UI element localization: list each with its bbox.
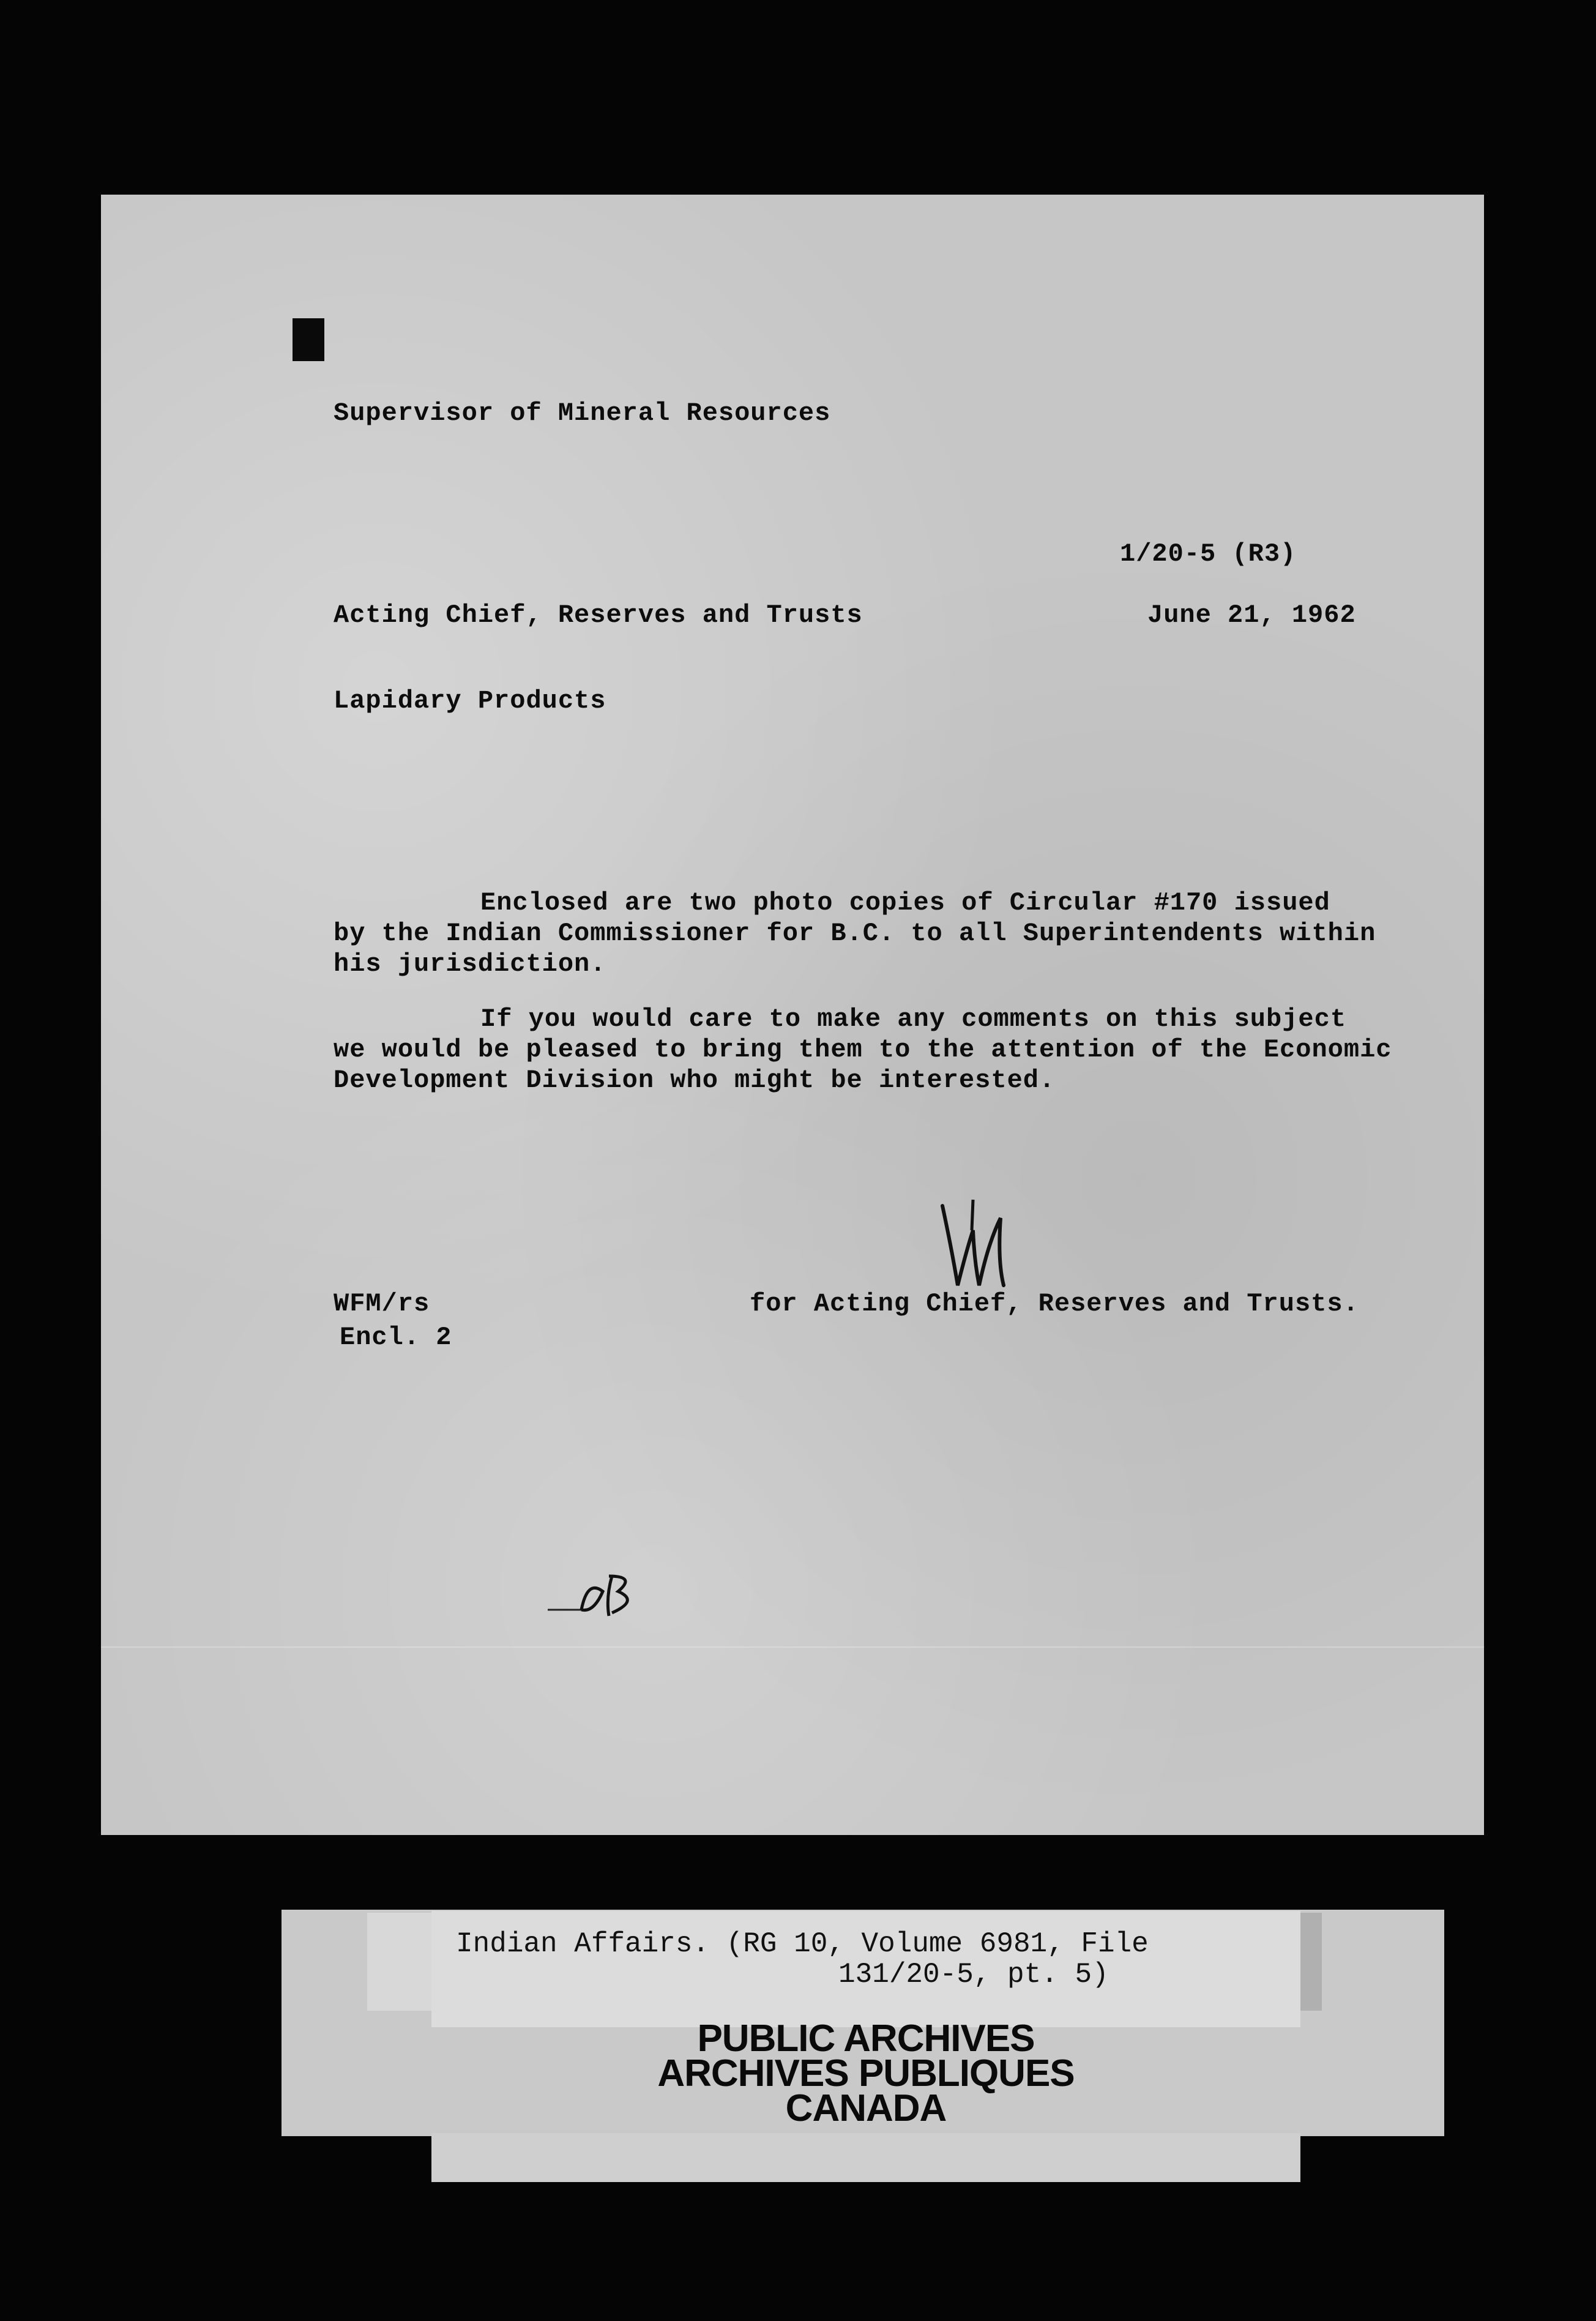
punch-hole-mark	[293, 318, 324, 361]
memo-initials: WFM/rs	[334, 1289, 430, 1318]
memo-date: June 21, 1962	[1147, 600, 1356, 630]
memo-paragraph-2-line-2: we would be pleased to bring them to the attention of the Economic	[334, 1035, 1392, 1064]
archive-label-lower-strip	[431, 2133, 1300, 2182]
filed-stamp-initials	[545, 1567, 649, 1622]
archive-reference-line-2: 131/20-5, pt. 5)	[838, 1959, 1109, 1990]
memo-enclosure: Encl. 2	[340, 1323, 452, 1352]
memo-paragraph-1-line-2: by the Indian Commissioner for B.C. to all Superintendents within	[334, 919, 1376, 948]
memo-to: Supervisor of Mineral Resources	[334, 398, 831, 428]
memo-paragraph-2-line-3: Development Division who might be interested.	[334, 1066, 1056, 1095]
handwritten-initials-signature	[936, 1194, 1016, 1298]
archive-stamp-line-1: PUBLIC ARCHIVES	[697, 2017, 1035, 2060]
archive-stamp-line-2: ARCHIVES PUBLIQUES	[657, 2052, 1075, 2095]
memo-signature-line: for Acting Chief, Reserves and Trusts.	[750, 1289, 1359, 1318]
page-fold-line	[101, 1646, 1484, 1648]
memo-paragraph-1-line-1: Enclosed are two photo copies of Circular #170 issued	[480, 888, 1330, 918]
archive-stamp-line-3: CANADA	[785, 2087, 947, 2129]
memo-file-ref: 1/20-5 (R3)	[1120, 539, 1297, 569]
memo-paragraph-1-line-3: his jurisdiction.	[334, 949, 606, 979]
archive-reference-line-1: Indian Affairs. (RG 10, Volume 6981, File	[456, 1928, 1149, 1960]
memo-subject: Lapidary Products	[334, 686, 606, 716]
memo-paragraph-2-line-1: If you would care to make any comments on this subject	[480, 1004, 1347, 1034]
archive-label-tab-right	[1300, 1913, 1322, 2011]
memo-from: Acting Chief, Reserves and Trusts	[334, 600, 863, 630]
archive-label-tab-left	[367, 1913, 433, 2011]
